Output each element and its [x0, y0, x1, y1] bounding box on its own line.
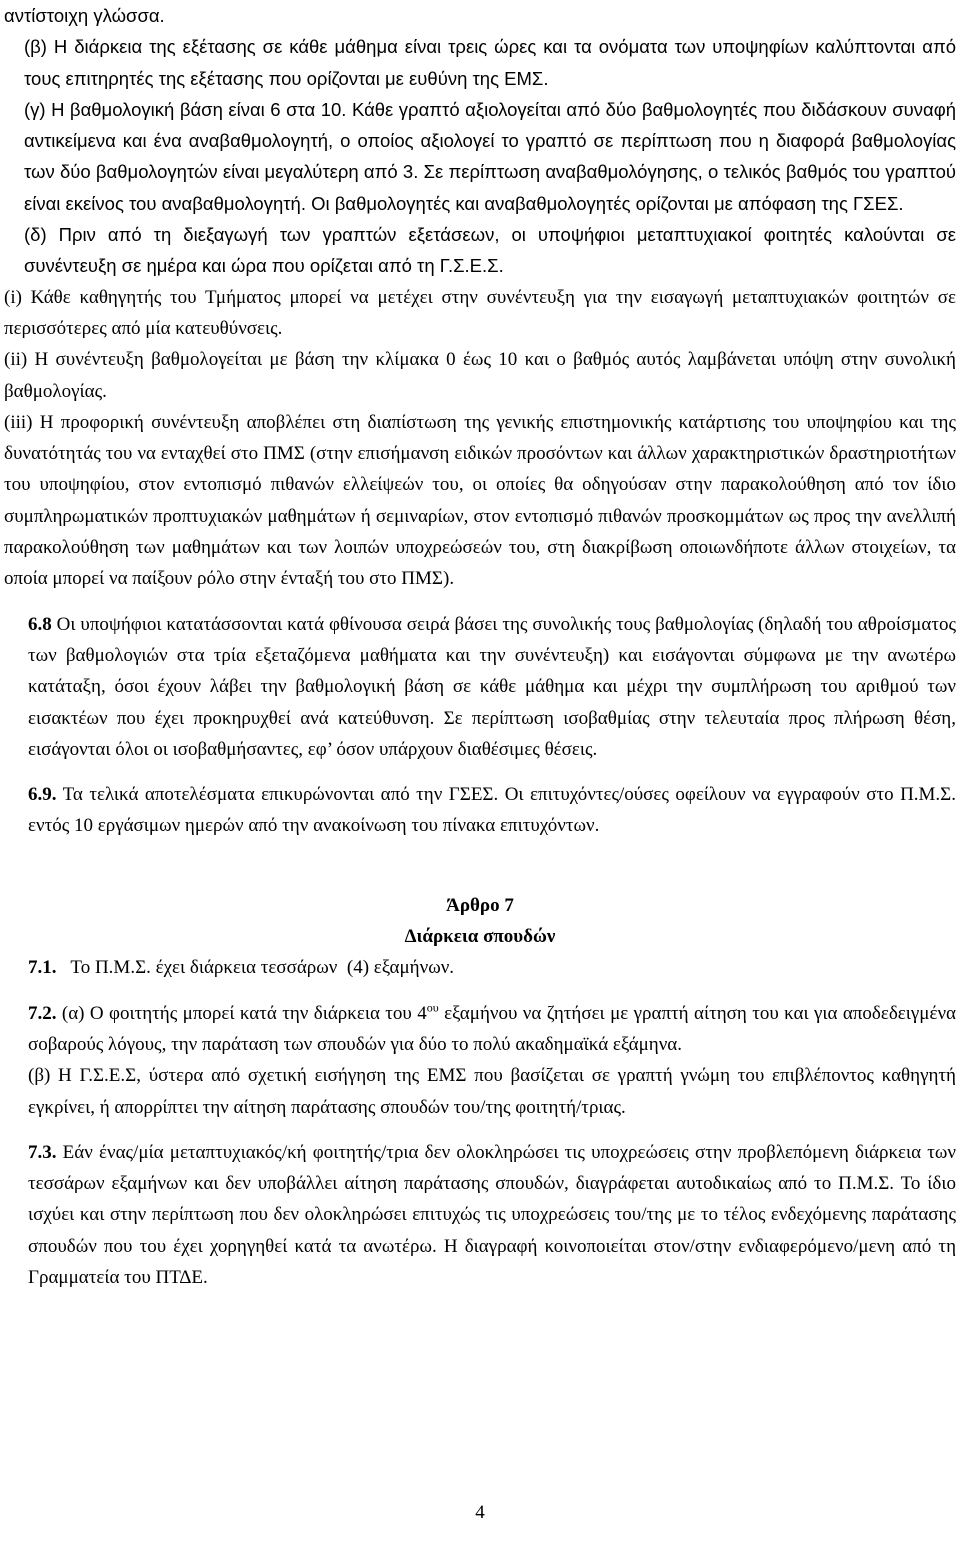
section-text-a: (α) Ο φοιτητής μπορεί κατά την διάρκεια του 4 — [56, 1002, 427, 1024]
section-number: 7.1. — [28, 957, 57, 979]
section-number: 7.2. — [28, 1002, 57, 1024]
superscript: ου — [426, 1000, 439, 1015]
section-number: 6.8 — [28, 613, 52, 635]
paragraph-ii: (ii) Η συνέντευξη βαθμολογείται με βάση την κλίμακα 0 έως 10 και ο βαθμός αυτός λαμβάνεται υπόψη στην συνολική βαθμολογίας. — [4, 349, 956, 402]
document-page — [4, 0, 956, 1293]
section-text: Εάν ένας/μία μεταπτυχιακός/κή φοιτητής/τρια δεν ολοκληρώσει τις υποχρεώσεις στην προβλεπόμενη διάρκεια των τεσσάρων εξαμήνων και δεν υποβάλλει αίτηση παράτασης σπουδών, διαγράφεται αυτοδικαίως από το Π.Μ.Σ. Το ίδιο ισχύει και στην περίπτωση που δεν ολοκληρώσει επιτυχώς τις υποχρεώσεις του/της με το τέλος ενδεχόμενης παράτασης σπουδών που του έχει χορηγηθεί κατά τα ανωτέρω. Η διαγραφή κοινοποιείται στον/στην ενδιαφερόμενο/μενη από τη Γραμματεία του ΠΤΔΕ. — [28, 1141, 956, 1288]
section-6-9 — [4, 779, 956, 842]
section-text: Τα τελικά αποτελέσματα επικυρώνονται από την ΓΣΕΣ. Οι επιτυχόντες/ούσες οφείλουν να εγγραφούν στο Π.Μ.Σ. εντός 10 εργάσιμων ημερών από την ανακοίνωση του πίνακα επιτυχόντων. — [28, 784, 956, 837]
section-text: Οι υποψήφιοι κατατάσσονται κατά φθίνουσα σειρά βάσει της συνολικής τους βαθμολογίας (δηλαδή του αθροίσματος των βαθμολογιών στα τρία εξεταζόμενα μαθήματα και την συνέντευξη) και εισάγονται σύμφωνα με την ανωτέρω κατάταξη, όσοι έχουν λάβει την βαθμολογική βάση σε κάθε μάθημα και μέχρι την συμπλήρωση του αριθμού των εισακτέων που έχει προκηρυχθεί ανά κατεύθυνση. Σε περίπτωση ισοβαθμίας στην τελευταία προς πλήρωση θέση, εισάγονται όλοι οι ισοβαθμήσαντες, εφ’ όσον υπάρχουν διαθέσιμες θέσεις. — [28, 613, 956, 760]
section-7-3 — [4, 1137, 956, 1293]
paragraph-d: (δ) Πριν από τη διεξαγωγή των γραπτών εξετάσεων, οι υποψήφιοι μεταπτυχιακοί φοιτητές καλούνται σε συνέντευξη σε ημέρα και ώρα που ορίζεται από τη Γ.Σ.Ε.Σ. — [24, 224, 956, 277]
section-7-2-b: (β) Η Γ.Σ.Ε.Σ, ύστερα από σχετική εισήγηση της ΕΜΣ που βασίζεται σε γραπτή γνώμη του επιβλέποντος καθηγητή εγκρίνει, ή απορρίπτει την αίτηση παράτασης σπουδών του/της φοιτητή/τριας. — [28, 1065, 956, 1118]
section-text-b: εξαμήνου να ζητήσει με γραπτή αίτηση του και για αποδεδειγμένα σοβαρούς λόγους, την παράταση των σπουδών για δύο το πολύ ακαδημαϊκά εξάμηνα. — [28, 1002, 956, 1055]
section-number: 7.3. — [28, 1141, 57, 1163]
paragraph-iii: (iii) Η προφορική συνέντευξη αποβλέπει στη διαπίστωση της γενικής επιστημονικής κατάρτισης του υποψηφίου και της δυνατότητάς του να ενταχθεί στο ΠΜΣ (στην επισήμανση ειδικών προσόντων και άλλων χαρακτηριστικών δραστηριοτήτων του υποψηφίου, στον εντοπισμό πιθανών ελλείψεών του, οι οποίες θα οδηγούσαν στην παρακολούθηση από τον ίδιο συμπληρωματικών προπτυχιακών μαθημάτων ή σεμιναρίων, στον εντοπισμό πιθανών προσκομμάτων ως προς την ανελλιπή παρακολούθηση των μαθημάτων και των λοιπών υποχρεώσεών του, στη διακρίβωση οποιωνδήποτε άλλων στοιχείων, τα οποία μπορεί να παίξουν ρόλο στην ένταξή του στο ΠΜΣ). — [4, 411, 956, 590]
article-title: Άρθρο 7 — [446, 894, 514, 916]
article-subtitle: Διάρκεια σπουδών — [404, 926, 556, 948]
section-text: Το Π.Μ.Σ. έχει διάρκεια τεσσάρων (4) εξαμήνων. — [56, 957, 455, 979]
article-heading — [4, 890, 956, 953]
section-6-8 — [4, 609, 956, 765]
section-7-1 — [4, 952, 956, 983]
section-7-2 — [4, 998, 956, 1061]
paragraph-b: (β) Η διάρκεια της εξέτασης σε κάθε μάθημα είναι τρεις ώρες και τα ονόματα των υποψηφίων καλύπτονται από τους επιτηρητές της εξέτασης που ορίζονται με ευθύνη της ΕΜΣ. — [24, 36, 956, 89]
paragraph-top-line: αντίστοιχη γλώσσα. — [4, 5, 165, 26]
section-number: 6.9. — [28, 784, 57, 806]
page-number: 4 — [475, 1502, 485, 1523]
paragraph-i: (i) Κάθε καθηγητής του Τμήματος μπορεί να μετέχει στην συνέντευξη για την εισαγωγή μεταπτυχιακών φοιτητών σε περισσότερες από μία κατευθύνσεις. — [4, 286, 956, 339]
paragraph-g: (γ) Η βαθμολογική βάση είναι 6 στα 10. Κάθε γραπτό αξιολογείται από δύο βαθμολογητές που διδάσκουν συναφή αντικείμενα και ένα αναβαθμολογητή, ο οποίος αξιολογεί το γραπτό σε περίπτωση που η διαφορά βαθμολογίας των δύο βαθμολογητών είναι μεγαλύτερη από 3. Σε περίπτωση αναβαθμολόγησης, ο τελικός βαθμός του γραπτού είναι εκείνος του αναβαθμολογητή. Οι βαθμολογητές και αναβαθμολογητές ορίζονται με απόφαση της ΓΣΕΣ. — [24, 98, 956, 214]
